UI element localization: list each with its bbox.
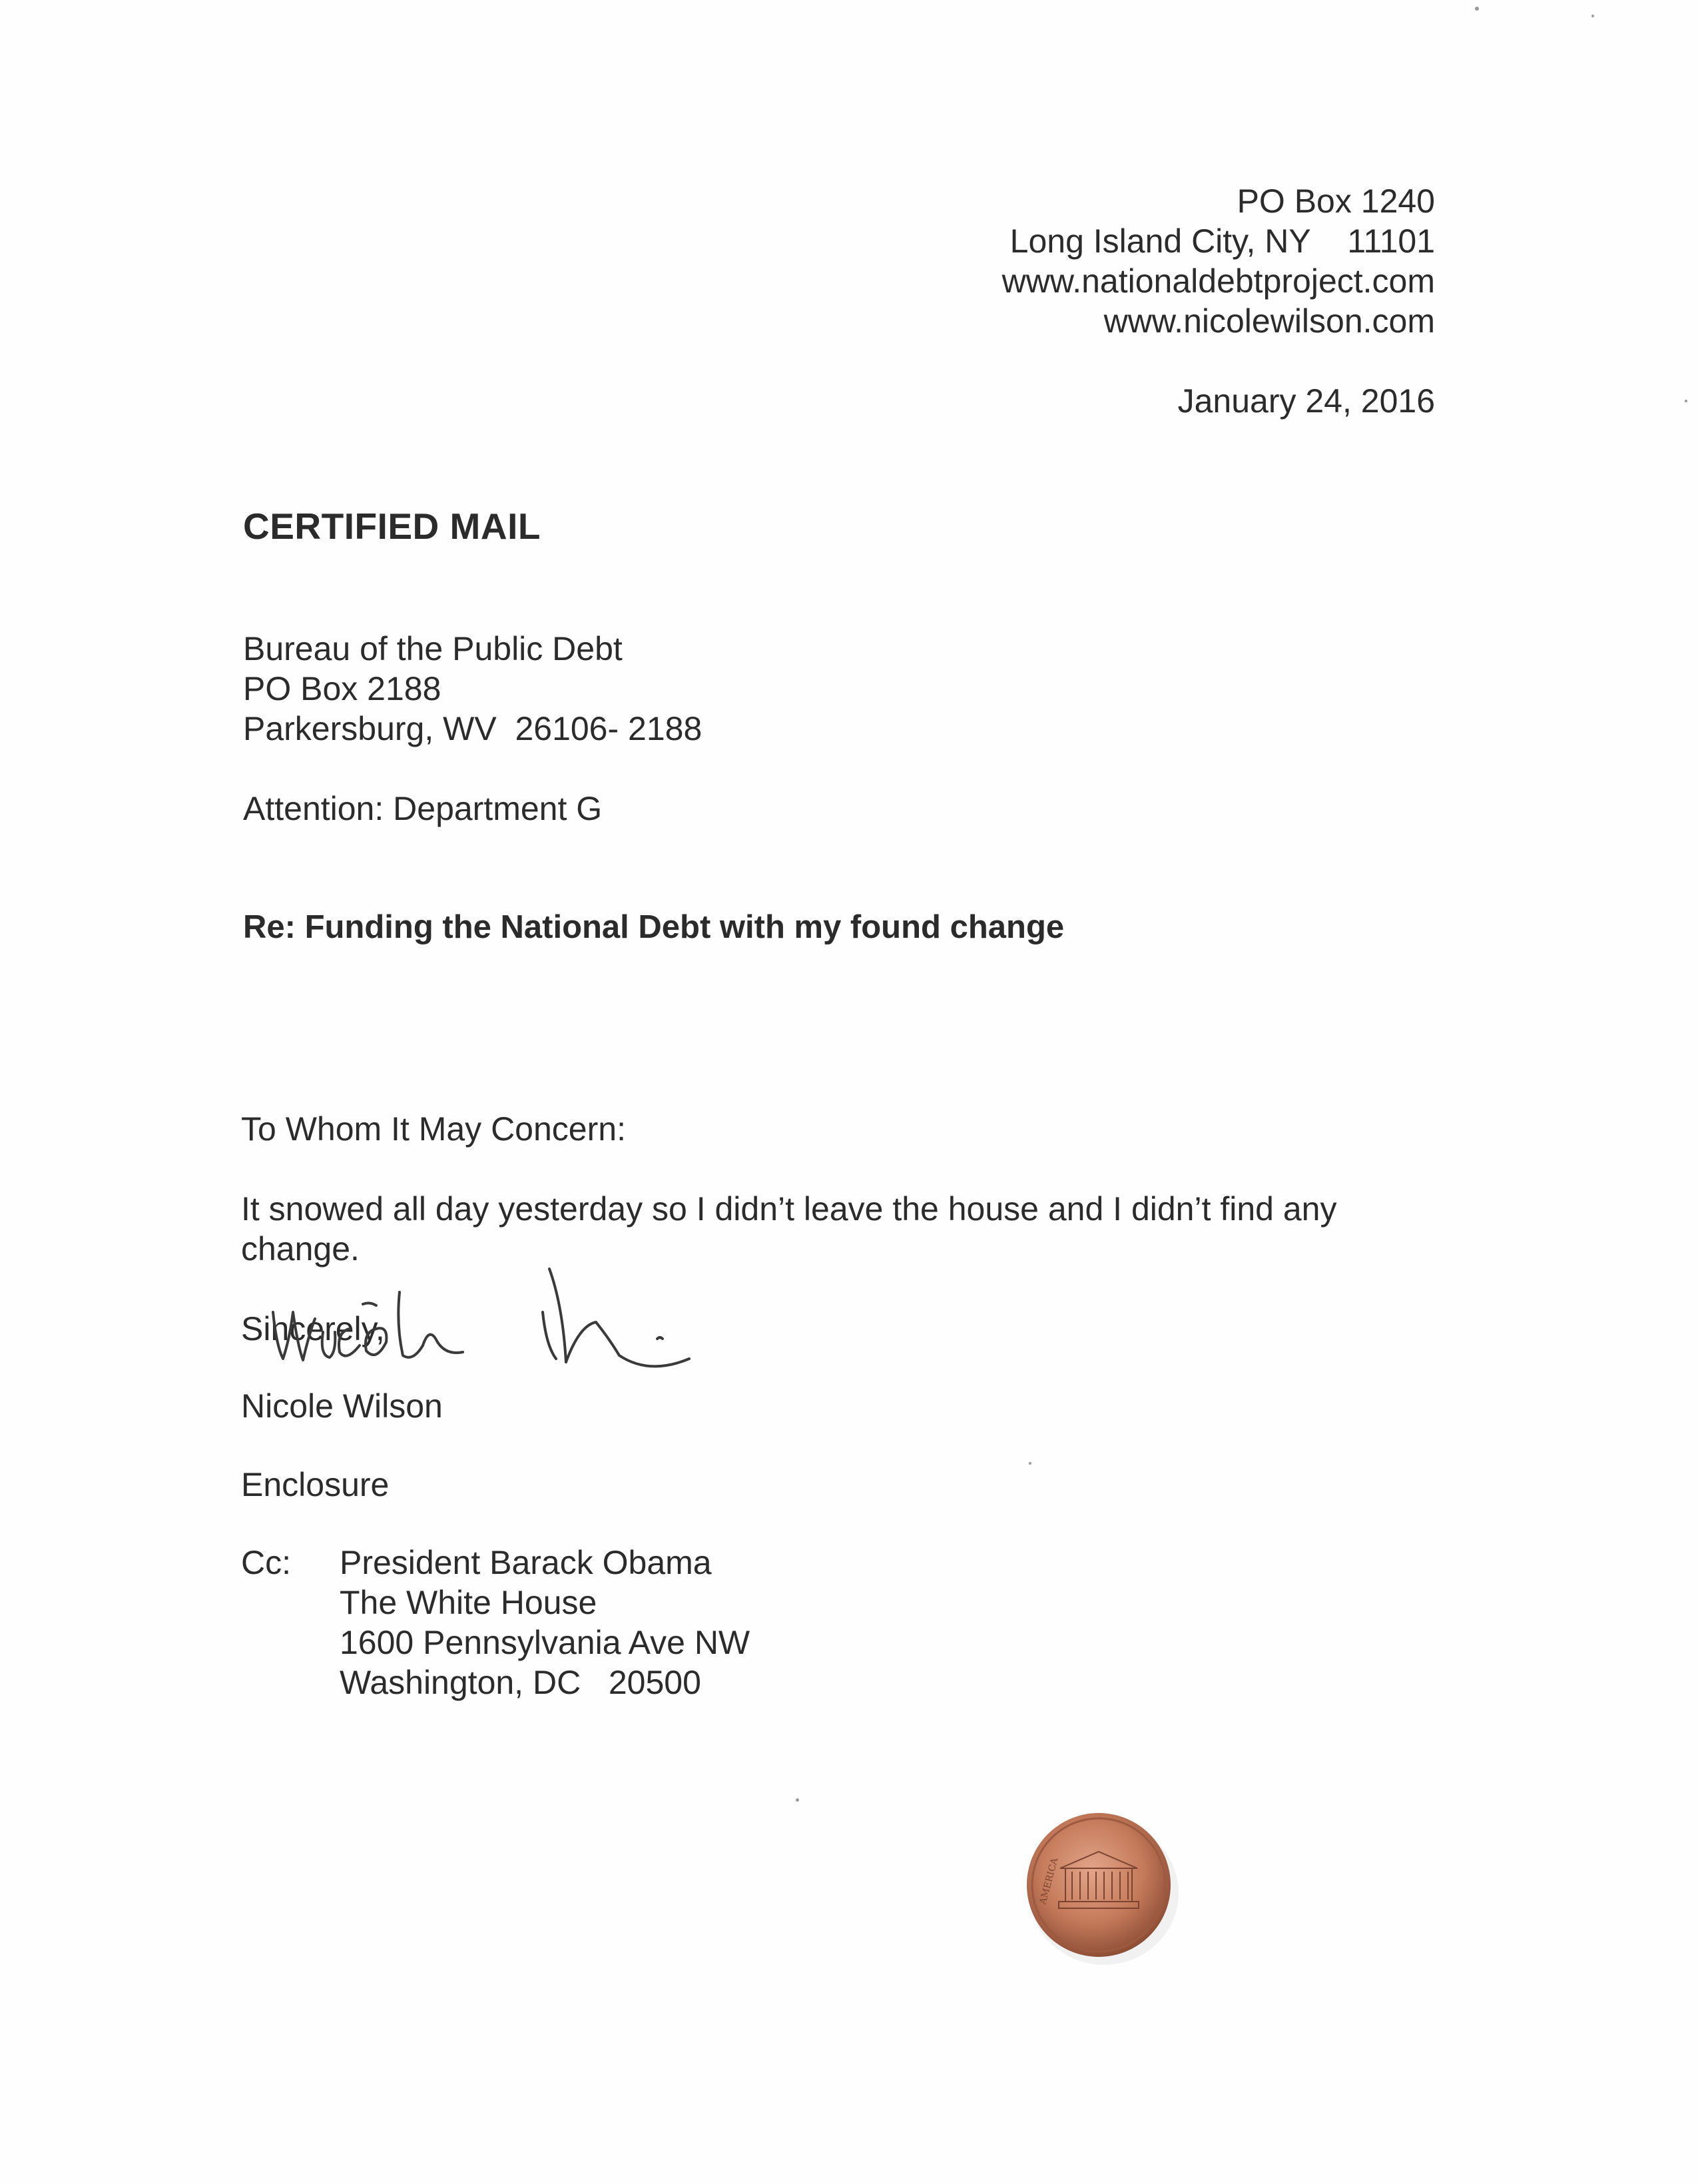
scan-speck <box>1475 7 1479 11</box>
closing: Sincerely, <box>241 1310 385 1347</box>
sender-city-state-zip: Long Island City, NY 11101 <box>1009 222 1435 260</box>
certified-mail-heading: CERTIFIED MAIL <box>243 506 541 547</box>
salutation: To Whom It May Concern: <box>241 1110 626 1148</box>
enclosure-label: Enclosure <box>241 1466 390 1503</box>
cc-line-2: The White House <box>340 1584 597 1621</box>
scan-speck <box>1029 1462 1031 1465</box>
recipient-po-box: PO Box 2188 <box>243 670 441 707</box>
cc-label: Cc: <box>241 1544 291 1581</box>
scan-speck <box>796 1798 799 1802</box>
recipient-name: Bureau of the Public Debt <box>243 630 623 667</box>
body-paragraph: It snowed all day yesterday so I didn’t leave the house and I didn’t find any change. <box>241 1190 1337 1268</box>
recipient-city-state-zip: Parkersburg, WV 26106- 2188 <box>243 710 703 747</box>
penny-coin-icon <box>1019 1805 1179 1965</box>
cc-name: President Barack Obama <box>340 1544 712 1581</box>
recipient-attention: Attention: Department G <box>243 790 603 827</box>
scan-speck <box>1685 400 1687 402</box>
subject-line: Re: Funding the National Debt with my found change <box>243 909 1065 945</box>
signer-name: Nicole Wilson <box>241 1387 443 1425</box>
recipient-address-block <box>243 629 702 829</box>
sender-po-box: PO Box 1240 <box>1237 182 1435 220</box>
cc-line-4: Washington, DC 20500 <box>340 1664 701 1701</box>
sender-address-block <box>1002 181 1435 421</box>
cc-line-3: 1600 Pennsylvania Ave NW <box>340 1624 750 1661</box>
letter-date: January 24, 2016 <box>1177 382 1435 420</box>
cc-address-block <box>340 1543 750 1702</box>
handwritten-signature <box>263 1246 729 1392</box>
coin-left-text: AMERICA <box>1037 1856 1061 1906</box>
scan-speck <box>1591 15 1594 17</box>
sender-website-2: www.nicolewilson.com <box>1103 302 1435 340</box>
sender-website-1: www.nationaldebtproject.com <box>1001 262 1435 300</box>
